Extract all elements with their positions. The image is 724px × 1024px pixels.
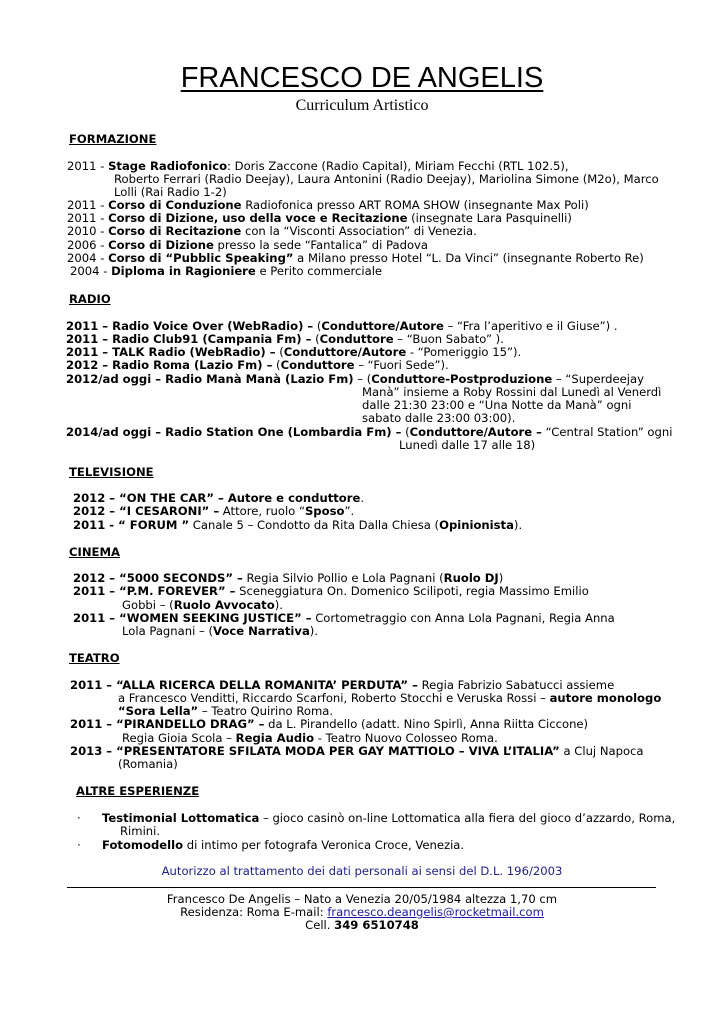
radio-line: 2012/ad oggi – Radio Manà Manà (Lazio Fm) – (Conduttore-Postproduzione – “Superdeejay [66,372,644,386]
radio-line: Lunedì dalle 17 alle 18) [399,438,536,452]
section-heading-teatro: TEATRO [69,651,120,665]
radio-line: 2011 – Radio Club91 (Campania Fm) – (Conduttore – “Buon Sabato” ). [66,332,504,346]
radio-line: 2014/ad oggi – Radio Station One (Lombardia Fm) – (Conduttore/Autore – “Central Station” ogni [66,425,673,439]
section-heading-altre-esperienze: ALTRE ESPERIENZE [76,784,200,798]
footer-contact: Residenza: Roma E-mail: francesco.deangelis@rocketmail.com [180,905,544,919]
bullet-icon: · [77,838,81,852]
radio-line: 2011 – Radio Voice Over (WebRadio) – (Conduttore/Autore – “Fra l’aperitivo e il Giuse”) . [66,319,618,333]
section-heading-formazione: FORMAZIONE [69,132,157,146]
radio-line: 2011 – TALK Radio (WebRadio) – (Conduttore/Autore - “Pomeriggio 15”). [66,345,522,359]
tv-line: 2011 - “ FORUM ” Canale 5 – Condotto da Rita Dalla Chiesa (Opinionista). [73,518,523,532]
phone-number: 349 6510748 [334,918,419,932]
radio-line: dalle 21:30 23:00 e “Una Notte da Manà” ogni [362,398,632,412]
cinema-line: 2011 – “WOMEN SEEKING JUSTICE” – Cortometraggio con Anna Lola Pagnani, Regia Anna [73,611,615,625]
formazione-line: 2010 - Corso di Recitazione con la “Visconti Association” di Venezia. [67,224,477,238]
cinema-line: Gobbi – (Ruolo Avvocato). [122,598,283,612]
formazione-line: 2011 - Stage Radiofonico: Doris Zaccone (Radio Capital), Miriam Fecchi (RTL 102.5), [67,159,569,173]
cinema-line: 2011 – “P.M. FOREVER” – Sceneggiatura On. Domenico Scilipoti, regia Massimo Emilio [73,584,589,598]
formazione-line: 2006 - Corso di Dizione presso la sede “Fantalica” di Padova [67,238,429,252]
page-subtitle: Curriculum Artistico [295,97,429,114]
formazione-line: 2011 - Corso di Dizione, uso della voce e Recitazione (insegnate Lara Pasquinelli) [67,211,572,225]
radio-line: Manà” insieme a Roby Rossini dal Lunedì al Venerdì [362,385,662,399]
altre-line: Fotomodello di intimo per fotografa Veronica Croce, Venezia. [102,838,465,852]
teatro-line: (Romania) [118,757,178,771]
page-title: FRANCESCO DE ANGELIS [180,62,544,94]
teatro-line: Regia Gioia Scola – Regia Audio - Teatro Nuovo Colosseo Roma. [122,731,498,745]
tv-line: 2012 – “I CESARONI” – Attore, ruolo “Sposo”. [73,504,355,518]
formazione-line: Roberto Ferrari (Radio Deejay), Laura Antonini (Radio Deejay), Mariolina Simone (M2o), Marco [114,172,659,186]
teatro-line: “Sora Lella” – Teatro Quirino Roma. [118,704,334,718]
email-link[interactable]: francesco.deangelis@rocketmail.com [327,905,544,919]
teatro-line: 2013 – “PRESENTATORE SFILATA MODA PER GAY MATTIOLO – VIVA L’ITALIA” a Cluj Napoca [70,744,644,758]
formazione-line: Lolli (Rai Radio 1-2) [114,185,227,199]
altre-line: Testimonial Lottomatica – gioco casinò on-line Lottomatica alla fiera del gioco d’azzardo, Roma, [102,811,676,825]
teatro-line: 2011 – “ALLA RICERCA DELLA ROMANITA’ PERDUTA” – Regia Fabrizio Sabatucci assieme [70,678,615,692]
cinema-line: 2012 – “5000 SECONDS” – Regia Silvio Pollio e Lola Pagnani (Ruolo DJ) [73,571,504,585]
bullet-icon: · [77,811,81,825]
privacy-consent: Autorizzo al trattamento dei dati personali ai sensi del D.L. 196/2003 [161,864,563,878]
section-heading-radio: RADIO [69,292,111,306]
tv-line: 2012 – “ON THE CAR” – Autore e conduttore. [73,491,365,505]
formazione-line: 2004 - Diploma in Ragioniere e Perito commerciale [70,264,383,278]
section-heading-cinema: CINEMA [69,545,120,559]
teatro-line: 2011 – “PIRANDELLO DRAG” – da L. Pirandello (adatt. Nino Spirlì, Anna Riitta Ciccone) [70,717,589,731]
section-heading-televisione: TELEVISIONE [69,465,154,479]
altre-line: Rimini. [120,824,161,838]
teatro-line: a Francesco Venditti, Riccardo Scarfoni, Roberto Stocchi e Veruska Rossi – autore monologo [118,691,662,705]
radio-line: 2012 – Radio Roma (Lazio Fm) – (Conduttore – “Fuori Sede”). [66,358,449,372]
radio-line: sabato dalle 23:00 03:00). [362,411,516,425]
footer-birth-info: Francesco De Angelis – Nato a Venezia 20/05/1984 altezza 1,70 cm [166,892,558,906]
cinema-line: Lola Pagnani – (Voce Narrativa). [122,624,318,638]
footer-phone: Cell. 349 6510748 [305,918,419,932]
formazione-line: 2011 - Corso di Conduzione Radiofonica presso ART ROMA SHOW (insegnante Max Poli) [67,198,589,212]
formazione-line: 2004 - Corso di “Pubblic Speaking” a Milano presso Hotel “L. Da Vinci” (insegnante Roberto Re) [67,251,644,265]
footer-divider [67,887,656,888]
